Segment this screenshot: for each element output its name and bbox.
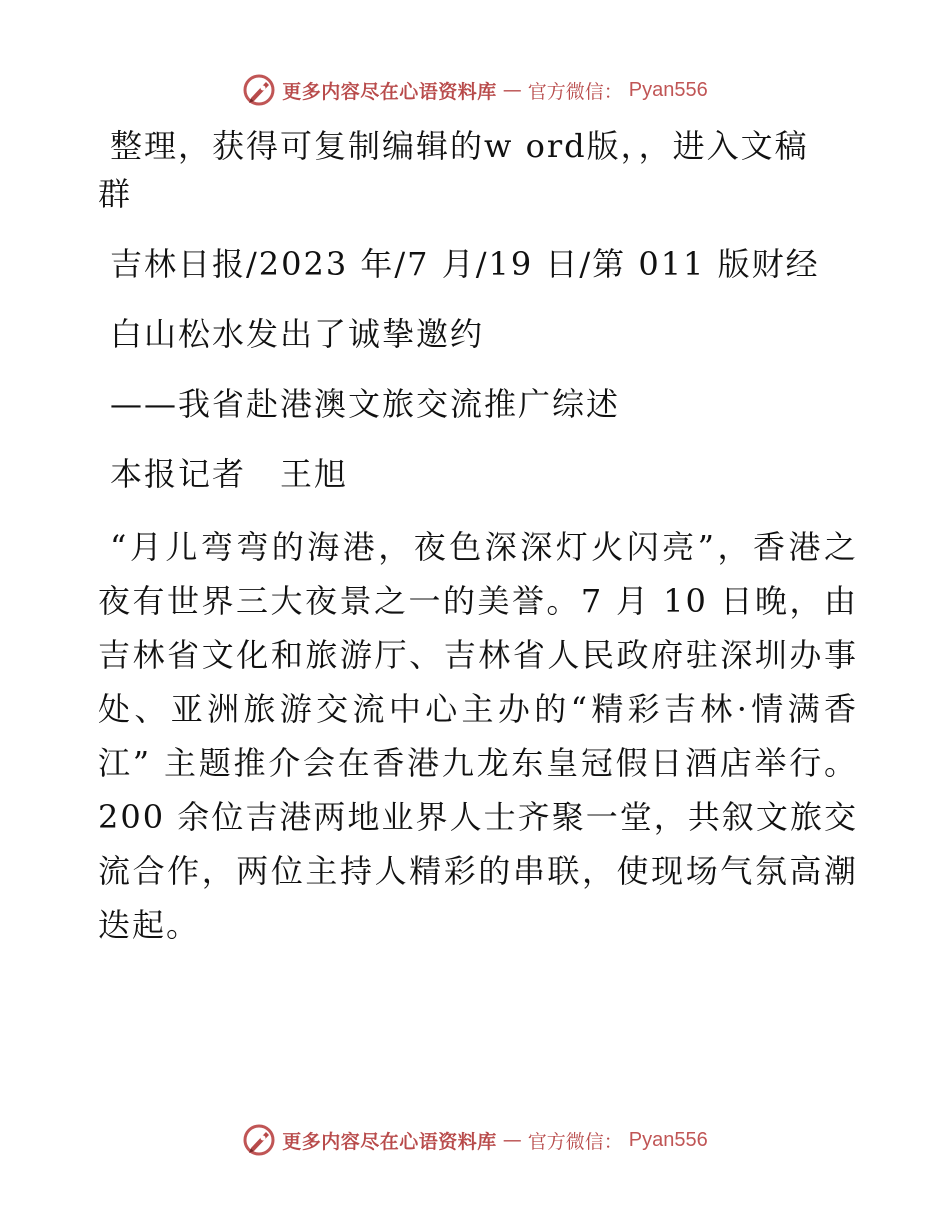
source-line: 吉林日报/2023 年/7 月/19 日/第 011 版财经 bbox=[110, 245, 820, 283]
header-banner bbox=[0, 70, 950, 110]
byline: 本报记者 王旭 bbox=[110, 455, 349, 493]
body-paragraph: “月儿弯弯的海港，夜色深深灯火闪亮”，香港之夜有世界三大夜景之一的美誉。7 月 10 日晚，由吉林省文化和旅游厅、吉林省人民政府驻深圳办事处、亚洲旅游交流中心主办的“精彩吉林·情满香江” 主题推介会在香港九龙东皇冠假日酒店举行。200 余位吉港两地业界人士齐聚一堂，共叙文旅交流合作，两位主持人精彩的串联，使现场气氛高潮迭起。 bbox=[98, 528, 858, 944]
document-body bbox=[98, 122, 858, 952]
banner-wechat-id: Pyan556 bbox=[628, 78, 708, 101]
intro-line-2: 群 bbox=[98, 175, 133, 213]
pen-logo-icon bbox=[242, 73, 276, 107]
banner-separator: — bbox=[502, 1129, 522, 1151]
banner-text: 更多内容尽在心语资料库 bbox=[282, 80, 497, 103]
banner-separator: — bbox=[502, 79, 522, 101]
pen-logo-icon bbox=[242, 1123, 276, 1157]
banner-text: 更多内容尽在心语资料库 bbox=[282, 1130, 497, 1153]
headline: 白山松水发出了诚挚邀约 bbox=[110, 315, 485, 353]
intro-line-1: 整理，获得可复制编辑的w ord版，，进入文稿 bbox=[110, 127, 809, 165]
banner-wechat-label: 官方微信： bbox=[527, 80, 623, 103]
footer-banner bbox=[0, 1120, 950, 1160]
subheadline: ——我省赴港澳文旅交流推广综述 bbox=[110, 385, 621, 423]
banner-wechat-label: 官方微信： bbox=[527, 1130, 623, 1153]
banner-wechat-id: Pyan556 bbox=[628, 1128, 708, 1151]
